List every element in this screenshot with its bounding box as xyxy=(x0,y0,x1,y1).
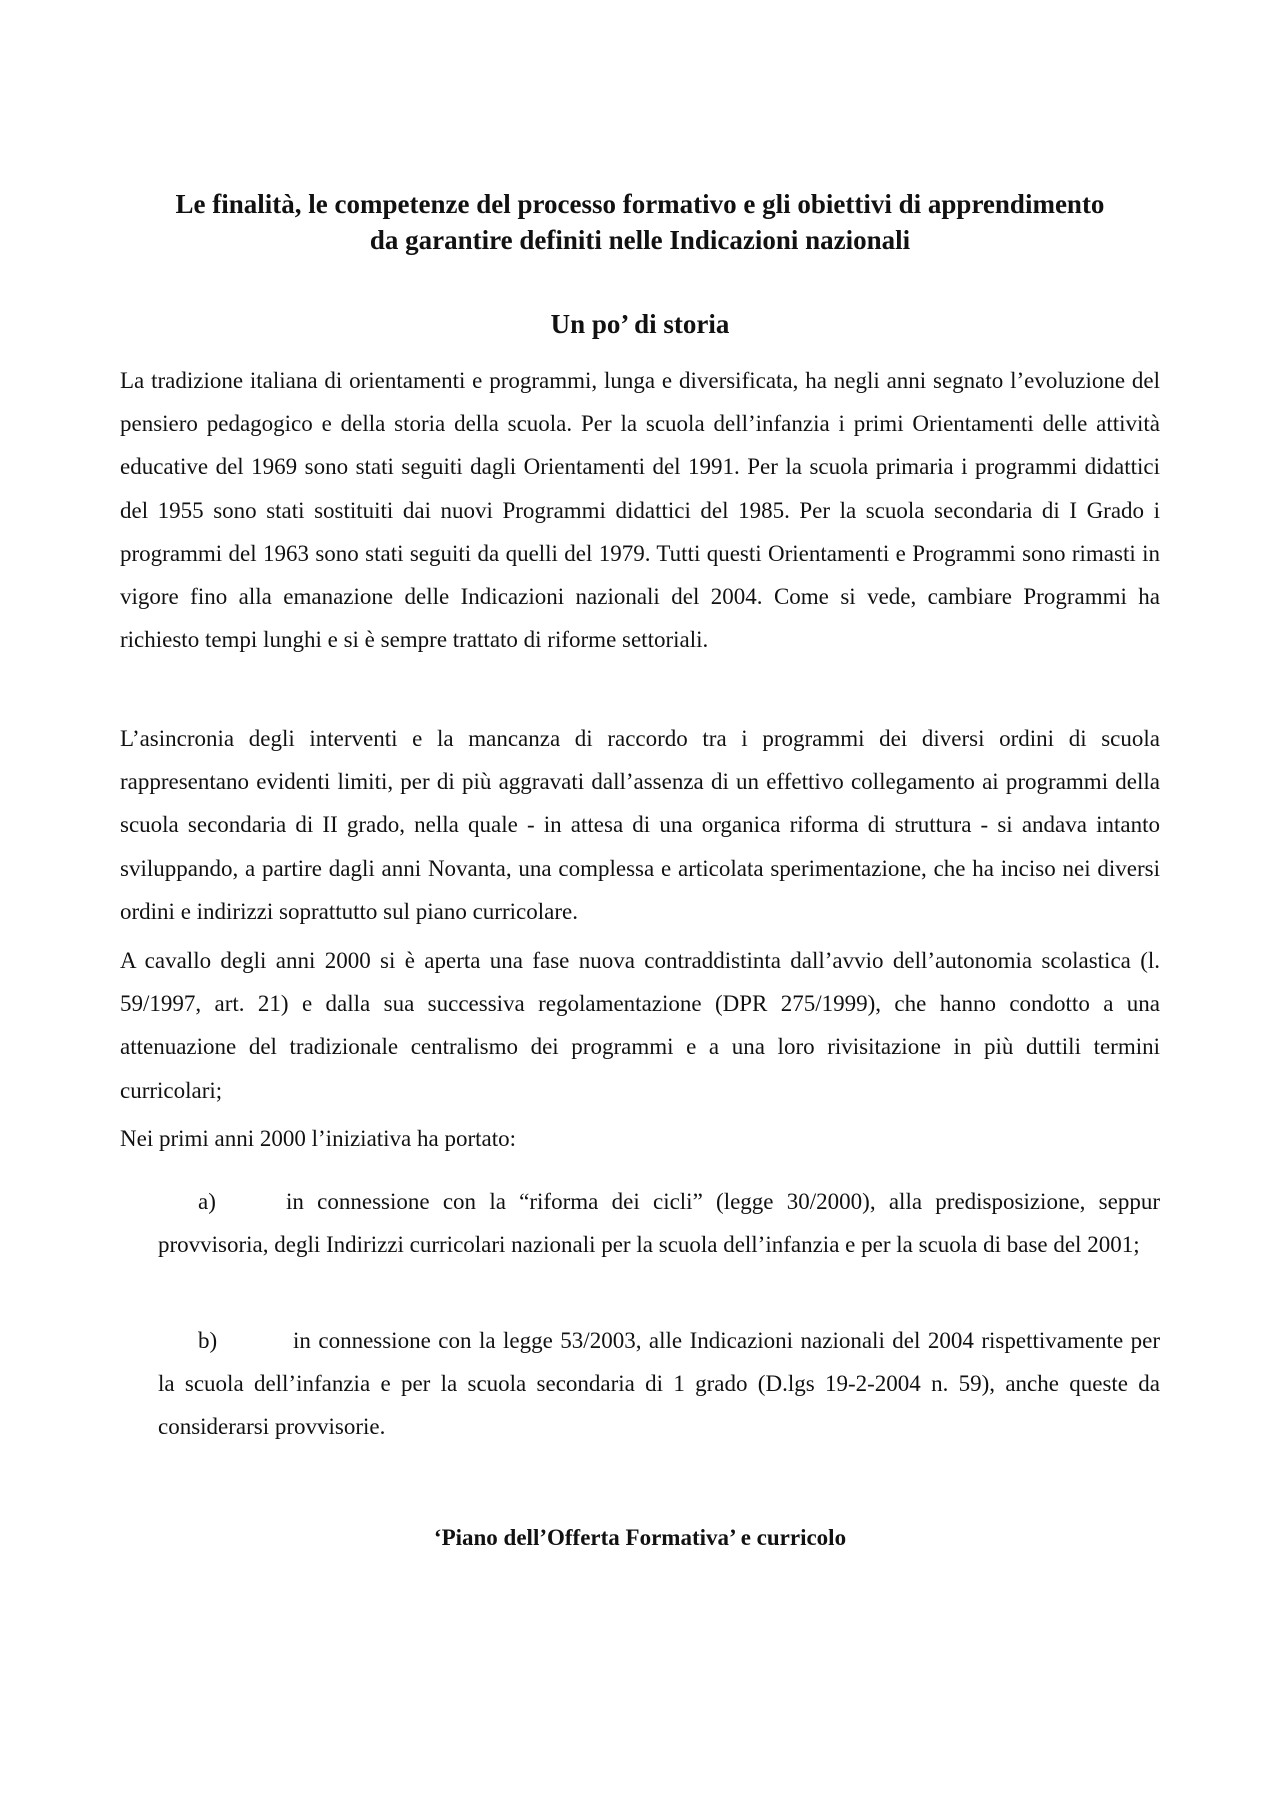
closing-heading: ‘Piano dell’Offerta Formativa’ e curricolo xyxy=(433,1525,847,1550)
paragraph-autonomy: A cavallo degli anni 2000 si è aperta una fase nuova contraddistinta dall’avvio dell’autonomia scolastica (l. 59/1997, art. 21) e dalla sua successiva regolamentazione (DPR 275/1999), che hanno condotto a una attenuazione del tradizionale centralismo dei programmi e a una loro rivisitazione in più duttili termini curricolari; xyxy=(120,948,1160,1103)
section-heading: Un po’ di storia xyxy=(550,309,730,339)
list-item-a xyxy=(158,1180,1160,1266)
paragraph-history: La tradizione italiana di orientamenti e programmi, lunga e diversificata, ha negli anni segnato l’evoluzione del pensiero pedagogico e della storia della scuola. Per la scuola dell’infanzia i primi Orientamenti delle attività educative del 1969 sono stati seguiti dagli Orientamenti del 1991. Per la scuola primaria i programmi didattici del 1955 sono stati sostituiti dai nuovi Programmi didattici del 1985. Per la scuola secondaria di I Grado i programmi del 1963 sono stati seguiti da quelli del 1979. Tutti questi Orientamenti e Programmi sono rimasti in vigore fino alla emanazione delle Indicazioni nazionali del 2004. Come si vede, cambiare Programmi ha richiesto tempi lunghi e si è sempre trattato di riforme settoriali. xyxy=(120,368,1160,653)
list-item-b xyxy=(158,1319,1160,1449)
document-title xyxy=(120,186,1160,258)
list-item-text: in connessione con la “riforma dei cicli” (legge 30/2000), alla predisposizione, seppur provvisoria, degli Indirizzi curricolari nazionali per la scuola dell’infanzia e per la scuola di base del 2001; xyxy=(158,1189,1160,1258)
title-line-2: da garantire definiti nelle Indicazioni nazionali xyxy=(369,225,911,255)
paragraph-list-intro: Nei primi anni 2000 l’iniziativa ha portato: xyxy=(120,1126,517,1151)
list-marker: b) xyxy=(198,1328,218,1353)
title-line-1: Le finalità, le competenze del processo formativo e gli obiettivi di apprendimento xyxy=(175,189,1105,219)
paragraph-asynchrony: L’asincronia degli interventi e la mancanza di raccordo tra i programmi dei diversi ordini di scuola rappresentano evidenti limiti, per di più aggravati dall’assenza di un effettivo collegamento ai programmi della scuola secondaria di II grado, nella quale - in attesa di una organica riforma di struttura - si andava intanto sviluppando, a partire dagli anni Novanta, una complessa e articolata sperimentazione, che ha inciso nei diversi ordini e indirizzi soprattutto sul piano curricolare. xyxy=(120,726,1160,924)
list-marker: a) xyxy=(198,1189,216,1214)
list-item-text: in connessione con la legge 53/2003, alle Indicazioni nazionali del 2004 rispettivamente per la scuola dell’infanzia e per la scuola secondaria di 1 grado (D.lgs 19-2-2004 n. 59), anche queste da considerarsi provvisorie. xyxy=(158,1328,1160,1440)
